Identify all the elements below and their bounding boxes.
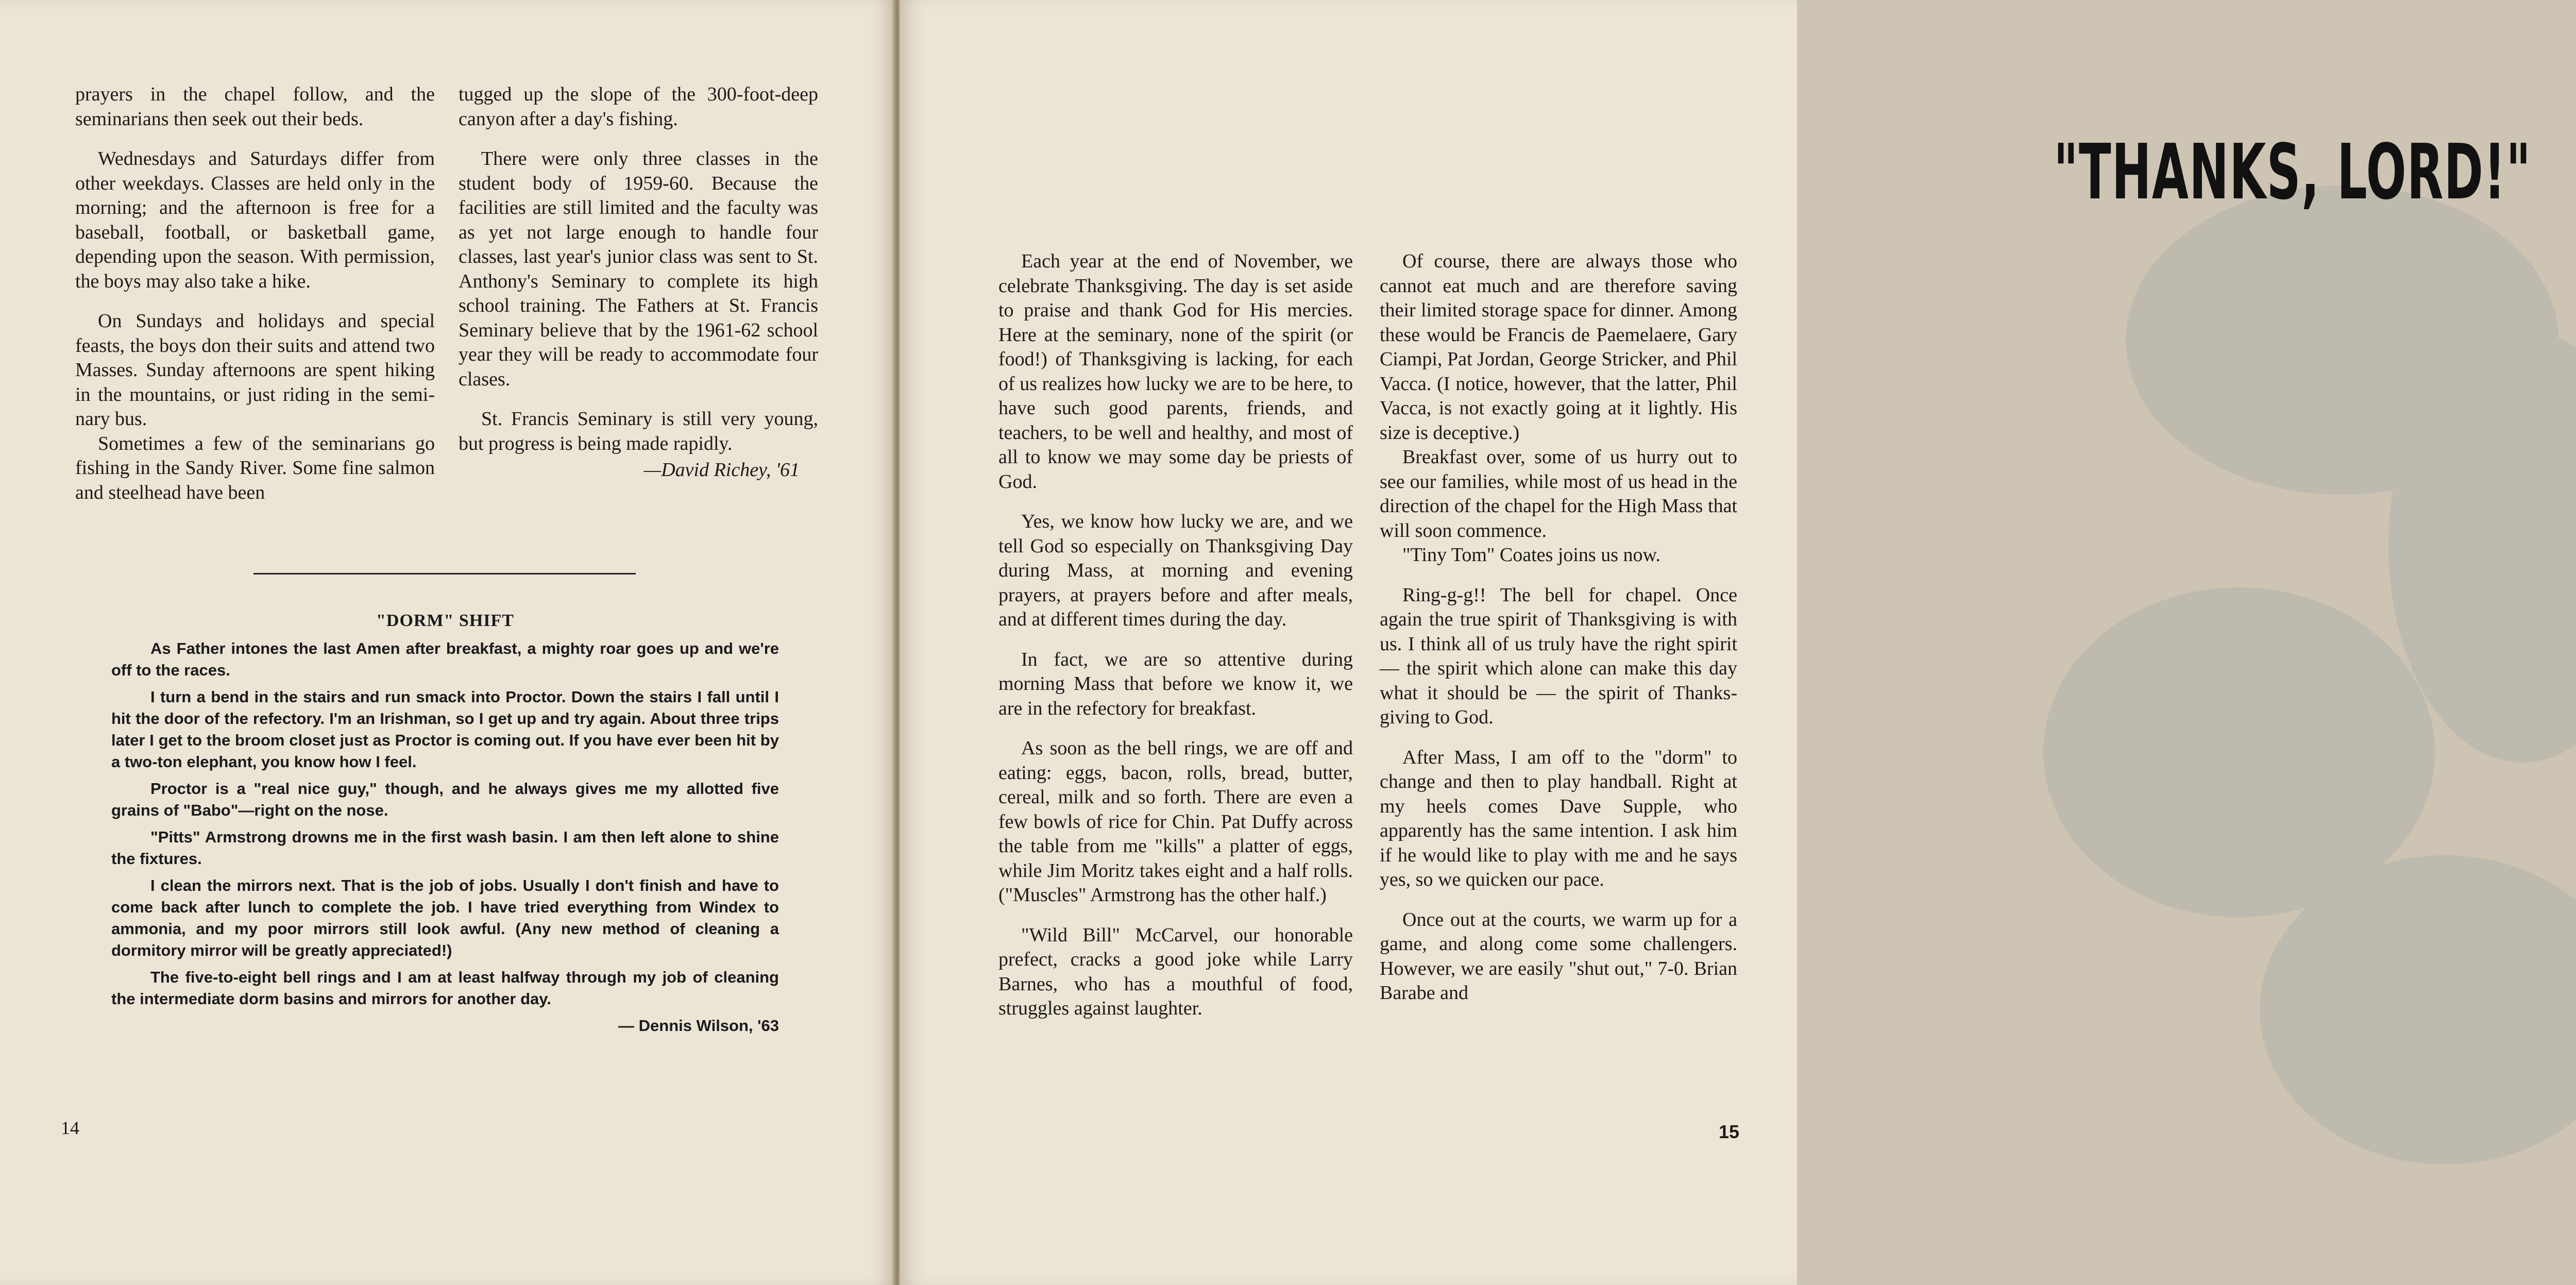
paragraph: "Pitts" Armstrong drowns me in the first wash basin. I am then left alone to shine the fixtures. [111, 828, 779, 868]
paragraph: I turn a bend in the stairs and run smack into Proctor. Down the stairs I fall until I hit the door of the refectory. I'm an Irishman, so I get up and try again. About three trips later I get to the broom closet just as Proctor is coming out. If you have ever been hit by a two-ton elephant, you know how I feel. [111, 688, 779, 771]
paragraph: Each year at the end of November, we celebrate Thanksgiving. The day is set aside to praise and thank God for His mercies. Here at the seminary, none of the spirit (or food!) of Thanksgiving is lacking, for each of us realizes how lucky we are to be here, to have such good parents, friends, and teachers, to be well and healthy, and most of all to know we may some day be priests of God. [998, 250, 1353, 493]
dorm-shift-article [111, 611, 779, 1042]
left-page [0, 0, 895, 1285]
right-page [900, 0, 2532, 1285]
paragraph: As Father intones the last Amen after breakfast, a mighty roar goes up and we're off to the races. [111, 639, 779, 679]
paragraph: Yes, we know how lucky we are, and we tell God so especially on Thanksgiving Day during Mass, at morning and evening prayers, at prayers before and after meals, and at different times during the day. [998, 511, 1353, 630]
paragraph: Proctor is a "real nice guy," though, and he always gives me my allotted five grains of "Babo"—right on the nose. [111, 780, 779, 819]
article-title: "DORM" SHIFT [376, 611, 514, 630]
left-column-1 [75, 82, 435, 520]
paragraph: St. Francis Seminary is still very young, but progress is being made rapidly. [459, 408, 818, 454]
paragraph: Wednesdays and Saturdays differ from other weekdays. Classes are held only in the morning; and the afternoon is free for a baseball, football, or basketball game, depending upon the season. With permission, the boys may also take a hike. [75, 148, 435, 292]
paragraph: The five-to-eight bell rings and I am at least halfway through my job of cleaning the intermediate dorm basins and mirrors for another day. [111, 968, 779, 1008]
page-number: 14 [61, 1118, 79, 1138]
article-author: — Dennis Wilson, '63 [618, 1017, 779, 1035]
left-column-2 [459, 82, 818, 483]
paragraph: "Tiny Tom" Coates joins us now. [1402, 544, 1660, 566]
paragraph: tugged up the slope of the 300-foot-deep canyon after a day's fishing. [459, 83, 818, 130]
paragraph: In fact, we are so attentive during morning Mass that before we know it, we are in the refectory for breakfast. [998, 648, 1353, 719]
paragraph: Ring-g-g!! The bell for chapel. Once again the true spirit of Thanksgiving is with us. I think all of us truly have the right spirit — the spirit which alone can make this day what it should be — the spirit of Thanksgiving to God. [1380, 584, 1737, 728]
paragraph: I clean the mirrors next. That is the job of jobs. Usually I don't finish and have to come back after lunch to complete the job. I have tried everything from Windex to ammonia, and my poor mirrors still look awful. (Any new method of cleaning a dormitory mirror will be greatly appreciated!) [111, 876, 779, 959]
paragraph: There were only three classes in the student body of 1959-60. Because the facilities are still limited and the faculty was as yet not large enough to handle four classes, last year's junior class was sent to St. Anthony's Seminary to complete its high school training. The Fathers at St. Francis Seminary believe that by the 1961-62 school year they will be ready to accommodate four clases. [459, 148, 818, 390]
right-column-2 [1380, 249, 1737, 1021]
page-title: "THANKS, LORD!" [2054, 128, 2532, 216]
paragraph: Once out at the courts, we warm up for a game, and along come some challengers. However, we are easily "shut out," 7-0. Brian Barabe and [1380, 908, 1737, 1004]
right-column-1 [998, 249, 1353, 1037]
paragraph: On Sundays and holidays and special feasts, the boys don their suits and attend two Masses. Sunday afternoons are spent hiking in the mountains, or just riding in the seminary bus. [75, 310, 435, 430]
section-divider [253, 573, 636, 574]
faded-background-illustration [1878, 82, 2576, 1216]
paragraph: prayers in the chapel follow, and the seminarians then seek out their beds. [75, 83, 435, 130]
paragraph: As soon as the bell rings, we are off and eating: eggs, bacon, rolls, bread, butter, cereal, milk and so forth. There are even a few bowls of rice for Chin. Pat Duffy across the table from me "kills" a platter of eggs, while Jim Moritz takes eight and a half rolls. ("Muscles" Armstrong has the other half.) [998, 737, 1353, 906]
paragraph: Breakfast over, some of us hurry out to see our families, while most of us head in the direction of the chapel for the High Mass that will soon commence. [1380, 446, 1737, 542]
paragraph: "Wild Bill" McCarvel, our honorable prefect, cracks a good joke while Larry Barnes, who has a mouthful of food, struggles against laughter. [998, 924, 1353, 1019]
paragraph: Of course, there are always those who cannot eat much and are therefore saving their limited storage space for dinner. Among these would be Francis de Paemelaere, Gary Ciampi, Pat Jordan, George Stricker, and Phil Vacca. (I notice, however, that the latter, Phil Vacca, is not exactly going at it lightly. His size is deceptive.) [1380, 250, 1737, 444]
paragraph: After Mass, I am off to the "dorm" to change and then to play handball. Right at my heels comes Dave Supple, who apparently has the same intention. I ask him if he would like to play with me and he says yes, so we quicken our pace. [1380, 746, 1737, 890]
page-number: 15 [1719, 1121, 1740, 1142]
article-signature: —David Richey, '61 [643, 459, 800, 481]
paragraph: Sometimes a few of the seminarians go fishing in the Sandy River. Some fine salmon and steelhead have been [75, 432, 435, 503]
